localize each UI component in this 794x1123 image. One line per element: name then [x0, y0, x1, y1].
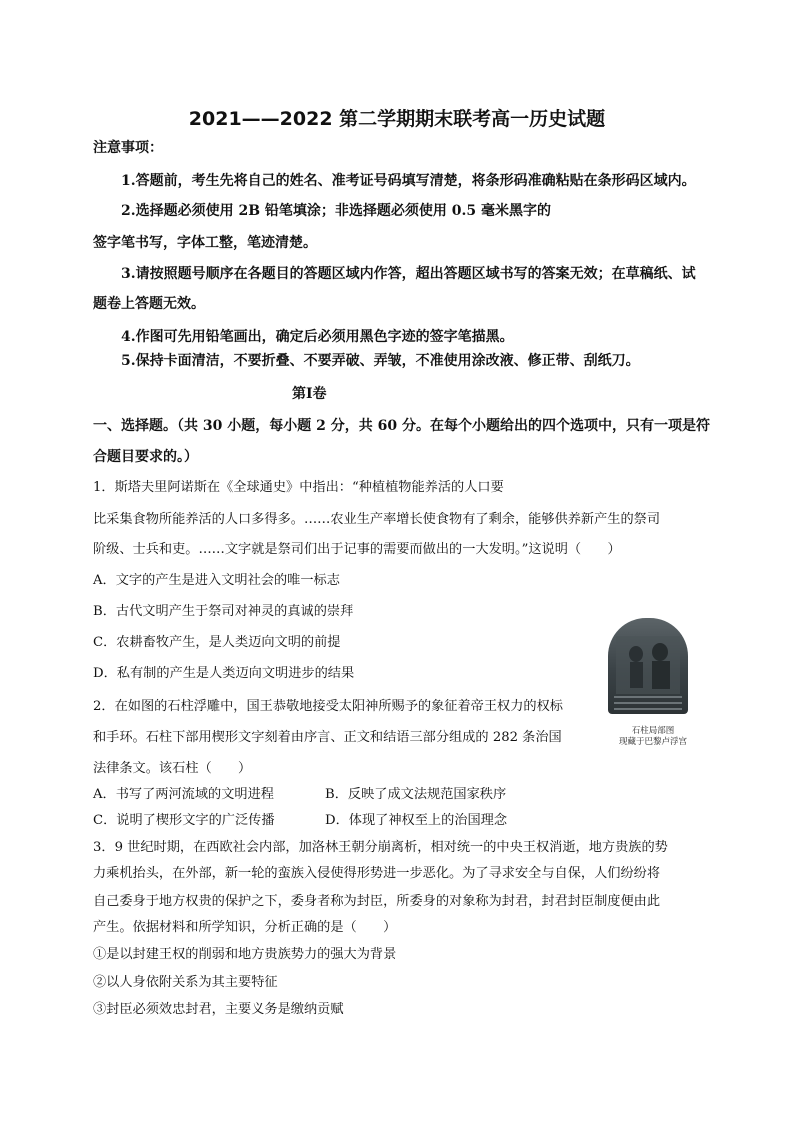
q1-option-c: C．农耕畜牧产生，是人类迈向文明的前提 — [93, 635, 341, 650]
q3-stem: 产生。依据材料和所学知识，分析正确的是（ ） — [93, 920, 397, 935]
q2-stem: 2．在如图的石柱浮雕中，国王恭敬地接受太阳神所赐予的象征着帝王权力的权标 — [93, 699, 563, 714]
notice-item: 4.作图可先用铅笔画出，确定后必须用黑色字迹的签字笔描黑。 — [121, 329, 514, 345]
q3-stem: 自己委身于地方权贵的保护之下，委身者称为封臣，所委身的对象称为封君，封君封臣制度便由此 — [93, 894, 661, 909]
notice-heading: 注意事项： — [93, 140, 163, 156]
section-heading: 合题目要求的。） — [93, 449, 198, 465]
notice-item: 题卷上答题无效。 — [93, 296, 205, 312]
image-caption: 石柱局部图 — [631, 726, 675, 736]
q2-option-b: B．反映了成文法规范国家秩序 — [325, 787, 507, 802]
q2-stem: 和手环。石柱下部用楔形文字刻着由序言、正文和结语三部分组成的 282 条治国 — [93, 730, 562, 745]
q1-option-d: D．私有制的产生是人类迈向文明进步的结果 — [93, 666, 355, 681]
q2-option-a: A．书写了两河流域的文明进程 — [93, 787, 274, 802]
q3-option-1: ①是以封建王权的削弱和地方贵族势力的强大为背景 — [93, 947, 397, 962]
q1-option-b: B．古代文明产生于祭司对神灵的真诚的崇拜 — [93, 604, 354, 619]
q1-stem: 阶级、士兵和吏。……文字就是祭司们出于记事的需要而做出的一大发明。”这说明（ ） — [93, 542, 621, 557]
section-heading: 一、选择题。（共 30 小题，每小题 2 分，共 60 分。在每个小题给出的四个选项中，只有一项是符 — [93, 418, 710, 434]
notice-item: 1.答题前，考生先将自己的姓名、准考证号码填写清楚，将条形码准确粘贴在条形码区域内。 — [121, 173, 696, 189]
stone-pillar-image — [608, 618, 688, 714]
page-title: 2021——2022 第二学期期末联考高一历史试题 — [188, 108, 606, 130]
q1-stem: 比采集食物所能养活的人口多得多。……农业生产率增长使食物有了剩余，能够供养新产生的祭司 — [93, 512, 661, 527]
q3-option-2: ②以人身依附关系为其主要特征 — [93, 975, 278, 990]
q2-stem: 法律条文。该石柱（ ） — [93, 761, 252, 776]
q2-option-c: C．说明了楔形文字的广泛传播 — [93, 813, 275, 828]
q2-option-d: D．体现了神权至上的治国理念 — [325, 813, 508, 828]
q3-stem: 3．9 世纪时期，在西欧社会内部，加洛林王朝分崩离析，相对统一的中央王权消逝，地方贵族的势 — [93, 840, 668, 855]
image-caption: 现藏于巴黎卢浮宫 — [618, 737, 687, 747]
volume-heading: 第Ⅰ卷 — [292, 386, 327, 402]
notice-item: 3.请按照题号顺序在各题目的答题区域内作答，超出答题区域书写的答案无效；在草稿纸、试 — [121, 266, 696, 282]
q3-stem: 力乘机抬头，在外部，新一轮的蛮族入侵使得形势进一步恶化。为了寻求安全与自保，人们纷纷将 — [93, 866, 661, 881]
q1-stem: 1．斯塔夫里阿诺斯在《全球通史》中指出：“种植植物能养活的人口要 — [93, 480, 504, 495]
q1-option-a: A．文字的产生是进入文明社会的唯一标志 — [93, 573, 340, 588]
notice-item: 2.选择题必须使用 2B 铅笔填涂；非选择题必须使用 0.5 毫米黑字的 — [121, 203, 552, 219]
notice-item: 签字笔书写，字体工整，笔迹清楚。 — [93, 235, 317, 251]
notice-item: 5.保持卡面清洁，不要折叠、不要弄破、弄皱，不准使用涂改液、修正带、刮纸刀。 — [121, 353, 640, 369]
q3-option-3: ③封臣必须效忠封君，主要义务是缴纳贡赋 — [93, 1002, 344, 1017]
